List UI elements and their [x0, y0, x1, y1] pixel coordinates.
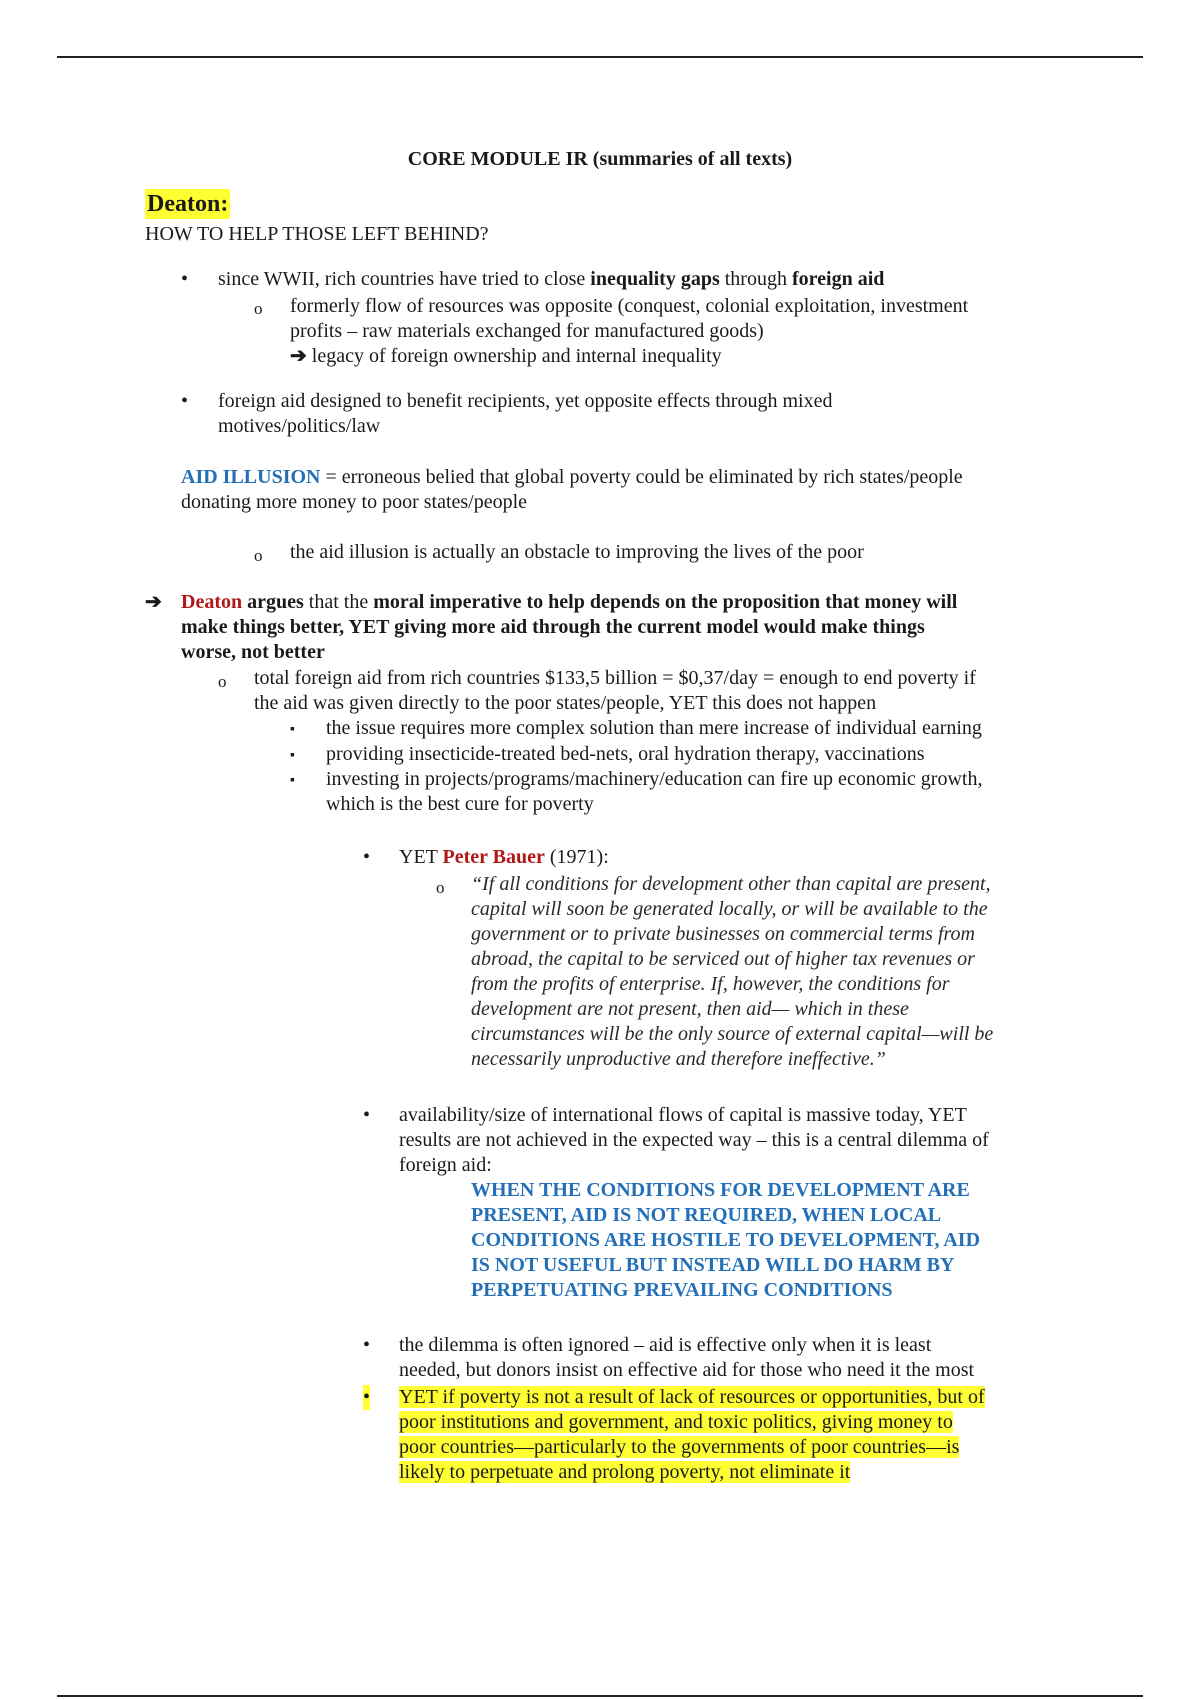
square-item-3: investing in projects/programs/machinery/education can fire up economic growth, which is the best cure for poverty: [326, 768, 983, 815]
sub-bullet-1: formerly flow of resources was opposite (conquest, colonial exploitation, investment profits – raw materials exchanged for manufactured goods) ➔ legacy of foreign ownership and internal inequality: [290, 295, 969, 367]
square-bullet-icon: ▪: [290, 748, 295, 763]
circle-bullet-icon: o: [436, 878, 445, 897]
sub-bullet-3: total foreign aid from rich countries $133,5 billion = $0,37/day = enough to end poverty if the aid was given directly to the poor states/people, YET this does not happen: [254, 667, 976, 714]
availability-bullet: availability/size of international flows of capital is massive today, YET results are not achieved in the expected way – this is a central dilemma of foreign aid:: [399, 1104, 989, 1176]
bauer-name: Peter Bauer: [442, 846, 545, 868]
bullet-icon: •: [363, 846, 371, 868]
circle-bullet-icon: o: [254, 299, 263, 318]
square-bullet-icon: ▪: [290, 773, 295, 788]
square-item-2: providing insecticide-treated bed-nets, oral hydration therapy, vaccinations: [326, 743, 925, 765]
top-rule: [57, 56, 1143, 58]
bullet-icon: •: [363, 1386, 371, 1408]
bullet-icon: •: [181, 390, 189, 412]
circle-bullet-icon: o: [218, 672, 227, 691]
square-item-1: the issue requires more complex solution than mere increase of individual earning: [326, 717, 982, 739]
section-heading: Deaton:: [147, 191, 229, 217]
ignored-bullet: the dilemma is often ignored – aid is effective only when it is least needed, but donors insist on effective aid for those who need it the most: [399, 1334, 975, 1381]
sub-bullet-2: the aid illusion is actually an obstacle to improving the lives of the poor: [290, 541, 864, 563]
bullet-icon: •: [363, 1334, 371, 1356]
deaton-argument: Deaton argues that the moral imperative to help depends on the proposition that money will make things better, YET giving more aid through the current model would make things worse, not better: [181, 591, 958, 663]
square-bullet-icon: ▪: [290, 722, 295, 737]
bauer-quote: “If all conditions for development other than capital are present, capital will soon be generated locally, or will be available to the government or to private businesses on commercial terms from abroad, the capital to be serviced out of higher tax revenues or from the profits of enterprise. If, however, the conditions for development are not present, then aid— which in these circumstances will be the only source of external capital—will be necessarily unproductive and therefore ineffective.”: [471, 873, 994, 1070]
bottom-rule: [57, 1695, 1143, 1697]
bullet-icon: •: [181, 268, 189, 290]
bullet-icon: •: [363, 1104, 371, 1126]
bullet-2: foreign aid designed to benefit recipients, yet opposite effects through mixed motives/politics/law: [218, 390, 833, 437]
page-title: CORE MODULE IR (summaries of all texts): [407, 148, 793, 170]
poverty-bullet-highlighted: YET if poverty is not a result of lack of resources or opportunities, but of poor institutions and government, and toxic politics, giving money to poor countries—particularly to the governments of poor countries—is likely to perpetuate and prolong poverty, not eliminate it: [399, 1386, 985, 1483]
aid-illusion-definition: AID ILLUSION = erroneous belied that global poverty could be eliminated by rich states/people donating more money to poor states/people: [181, 466, 963, 513]
subheading: HOW TO HELP THOSE LEFT BEHIND?: [145, 223, 489, 245]
dilemma-statement: WHEN THE CONDITIONS FOR DEVELOPMENT ARE PRESENT, AID IS NOT REQUIRED, WHEN LOCAL CONDITIONS ARE HOSTILE TO DEVELOPMENT, AID IS NOT USEFUL BUT INSTEAD WILL DO HARM BY PERPETUATING PREVAILING CONDITIONS: [471, 1179, 981, 1301]
arrow-icon: ➔: [145, 591, 162, 613]
deaton-name: Deaton: [181, 591, 243, 613]
aid-illusion-term: AID ILLUSION: [181, 466, 321, 488]
bullet-1: since WWII, rich countries have tried to close inequality gaps through foreign aid: [218, 268, 885, 290]
circle-bullet-icon: o: [254, 546, 263, 565]
bauer-intro: YET Peter Bauer (1971):: [399, 846, 609, 868]
arrow-icon: ➔: [290, 345, 307, 367]
